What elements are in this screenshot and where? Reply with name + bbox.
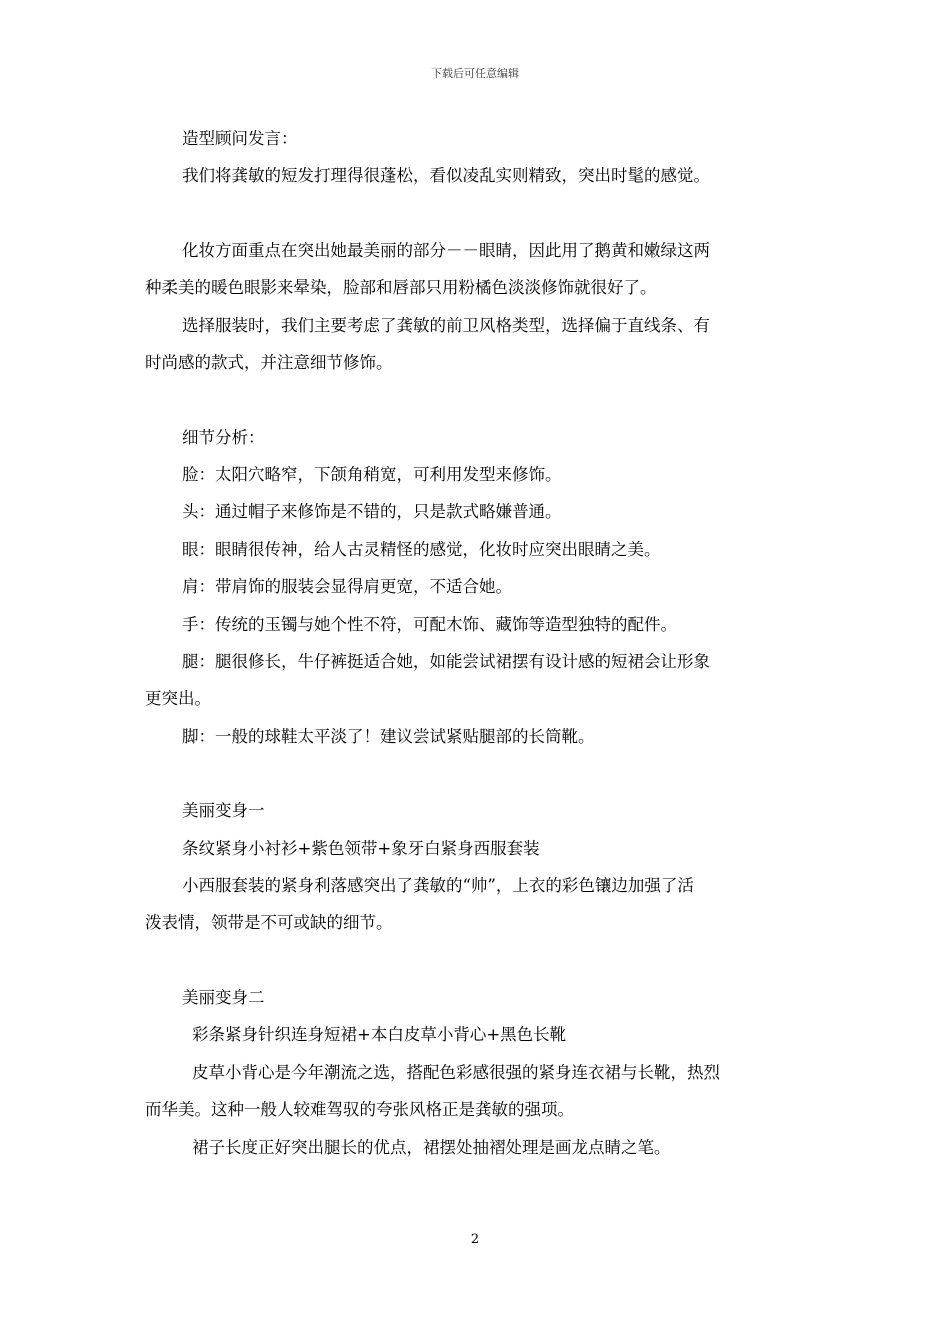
- detail-legs-line1: 腿：腿很修长，牛仔裤挺适合她，如能尝试裙摆有设计感的短裙会让形象: [182, 652, 710, 671]
- detail-feet: 脚：一般的球鞋太平淡了！建议尝试紧贴腿部的长筒靴。: [182, 727, 595, 746]
- page-number: 2: [470, 1232, 480, 1247]
- makeover-2-outfit: 彩条紧身针织连身短裙+本白皮草小背心+黑色长靴: [192, 1025, 567, 1044]
- makeover-2-desc-line1: 皮草小背心是今年潮流之选，搭配色彩感很强的紧身连衣裙与长靴，热烈: [192, 1063, 720, 1082]
- detail-legs-line2: 更突出。: [145, 689, 211, 708]
- paragraph-makeup-line2: 种柔美的暖色眼影来晕染，脸部和唇部只用粉橘色淡淡修饰就很好了。: [145, 278, 657, 297]
- section-heading-stylist: 造型顾问发言：: [182, 129, 298, 148]
- makeover-1-desc-line2: 泼表情，领带是不可或缺的细节。: [145, 913, 393, 932]
- makeover-2-skirt: 裙子长度正好突出腿长的优点，裙摆处抽褶处理是画龙点睛之笔。: [192, 1138, 671, 1157]
- paragraph-hair: 我们将龚敏的短发打理得很蓬松，看似凌乱实则精致，突出时髦的感觉。: [182, 166, 710, 185]
- detail-shoulders: 肩：带肩饰的服装会显得肩更宽，不适合她。: [182, 577, 512, 596]
- page-header: 下载后可任意编辑: [431, 67, 519, 80]
- paragraph-clothing-line2: 时尚感的款式，并注意细节修饰。: [145, 353, 393, 372]
- detail-face: 脸：太阳穴略窄，下颌角稍宽，可利用发型来修饰。: [182, 465, 562, 484]
- detail-head: 头：通过帽子来修饰是不错的，只是款式略嫌普通。: [182, 502, 562, 521]
- paragraph-clothing-line1: 选择服装时，我们主要考虑了龚敏的前卫风格类型，选择偏于直线条、有: [182, 316, 710, 335]
- detail-hands: 手：传统的玉镯与她个性不符，可配木饰、藏饰等造型独特的配件。: [182, 615, 677, 634]
- section-heading-details: 细节分析：: [182, 428, 265, 447]
- makeover-2-desc-line2: 而华美。这种一般人较难驾驭的夸张风格正是龚敏的强项。: [145, 1100, 574, 1119]
- section-heading-makeover-2: 美丽变身二: [182, 988, 265, 1007]
- section-heading-makeover-1: 美丽变身一: [182, 801, 265, 820]
- makeover-1-outfit: 条纹紧身小衬衫+紫色领带+象牙白紧身西服套装: [182, 839, 540, 858]
- paragraph-makeup-line1: 化妆方面重点在突出她最美丽的部分－－眼睛，因此用了鹅黄和嫩绿这两: [182, 241, 710, 260]
- makeover-1-desc-line1: 小西服套装的紧身利落感突出了龚敏的“帅”，上衣的彩色镶边加强了活: [182, 876, 694, 895]
- detail-eyes: 眼：眼睛很传神，给人古灵精怪的感觉，化妆时应突出眼睛之美。: [182, 540, 661, 559]
